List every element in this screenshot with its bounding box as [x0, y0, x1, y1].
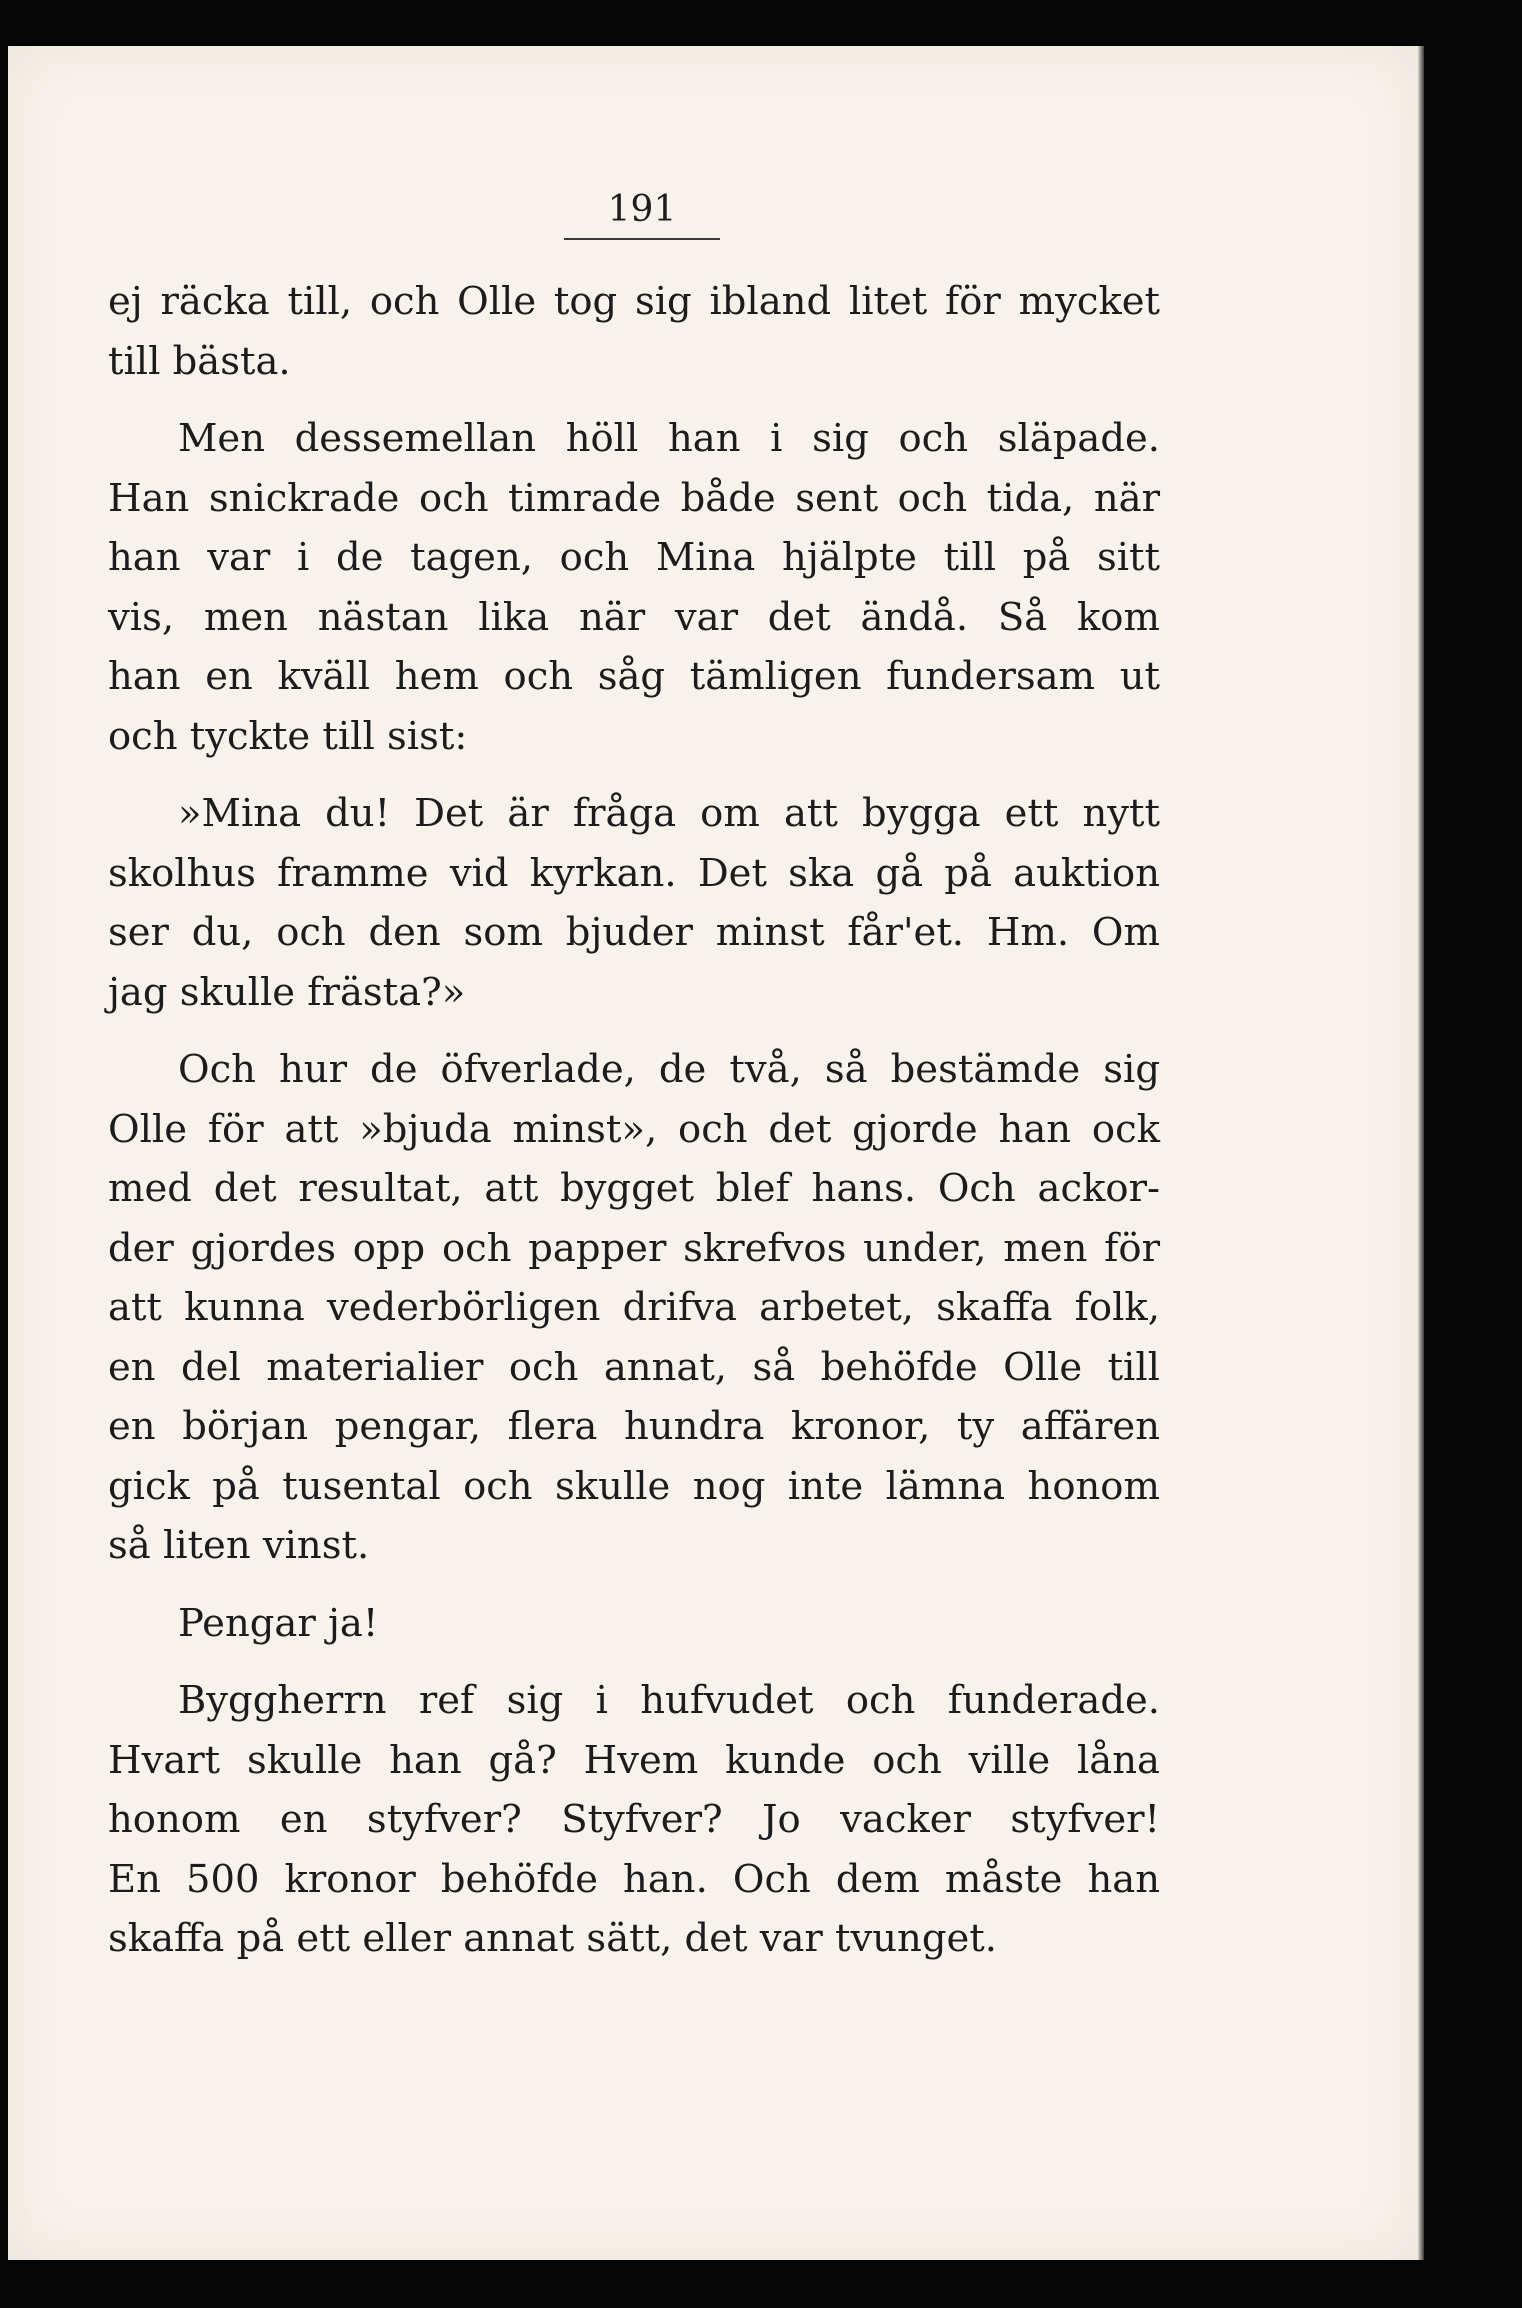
text-line: en del materialier och annat, så behöfde Olle till [108, 1344, 1160, 1390]
text-line: Och hur de öfverlade, de två, så bestämde sig [178, 1047, 1160, 1092]
text-line: Men dessemellan höll han i sig och släpade. [178, 416, 1160, 461]
text-line: skolhus framme vid kyrkan. Det ska gå på auktion [108, 850, 1160, 896]
text-line: der gjordes opp och papper skrefvos under, men för [108, 1225, 1160, 1271]
page-number-rule [564, 238, 720, 240]
text-line: han var i de tagen, och Mina hjälpte till på sitt [108, 535, 1160, 580]
paragraph [108, 784, 1160, 1022]
text-line: gick på tusental och skulle nog inte lämna honom [108, 1463, 1160, 1509]
paragraph [108, 1671, 1160, 1969]
text-line: ser du, och den som bjuder minst får'et. Hm. Om [108, 910, 1160, 955]
paragraph [108, 272, 1160, 391]
text-line: han en kväll hem och såg tämligen fundersam ut [108, 654, 1160, 699]
text-line: en början pengar, flera hundra kronor, ty affären [108, 1404, 1160, 1449]
paragraph [108, 1040, 1160, 1576]
text-line: skaffa på ett eller annat sätt, det var tvunget. [108, 1916, 997, 1961]
page-number: 191 [607, 189, 677, 230]
text-line: Pengar ja! [178, 1600, 379, 1646]
text-line: vis, men nästan lika när var det ändå. Så kom [108, 594, 1160, 640]
text-line: Olle för att »bjuda minst», och det gjorde han ock [108, 1106, 1160, 1152]
text-line: och tyckte till sist: [108, 713, 468, 759]
page-edge-shadow [1418, 46, 1424, 2260]
text-line: ej räcka till, och Olle tog sig ibland litet för mycket [108, 279, 1160, 324]
text-line: Byggherrn ref sig i hufvudet och funderade. [178, 1678, 1160, 1723]
text-line: så liten vinst. [108, 1523, 370, 1568]
text-line: att kunna vederbörligen drifva arbetet, skaffa folk, [108, 1285, 1160, 1330]
text-line: honom en styfver? Styfver? Jo vacker styfver! [108, 1797, 1160, 1842]
paragraph [108, 1594, 1160, 1654]
text-line: Han snickrade och timrade både sent och tida, när [108, 475, 1160, 521]
text-line: jag skulle frästa?» [108, 969, 466, 1015]
paragraph [108, 409, 1160, 766]
text-line: till bästa. [108, 338, 291, 384]
text-line: »Mina du! Det är fråga om att bygga ett nytt [178, 791, 1160, 836]
body-text [108, 272, 1160, 1987]
text-line: En 500 kronor behöfde han. Och dem måste han [108, 1856, 1160, 1902]
text-line: med det resultat, att bygget blef hans. Och ackor- [108, 1166, 1160, 1211]
text-line: Hvart skulle han gå? Hvem kunde och ville låna [108, 1737, 1160, 1783]
